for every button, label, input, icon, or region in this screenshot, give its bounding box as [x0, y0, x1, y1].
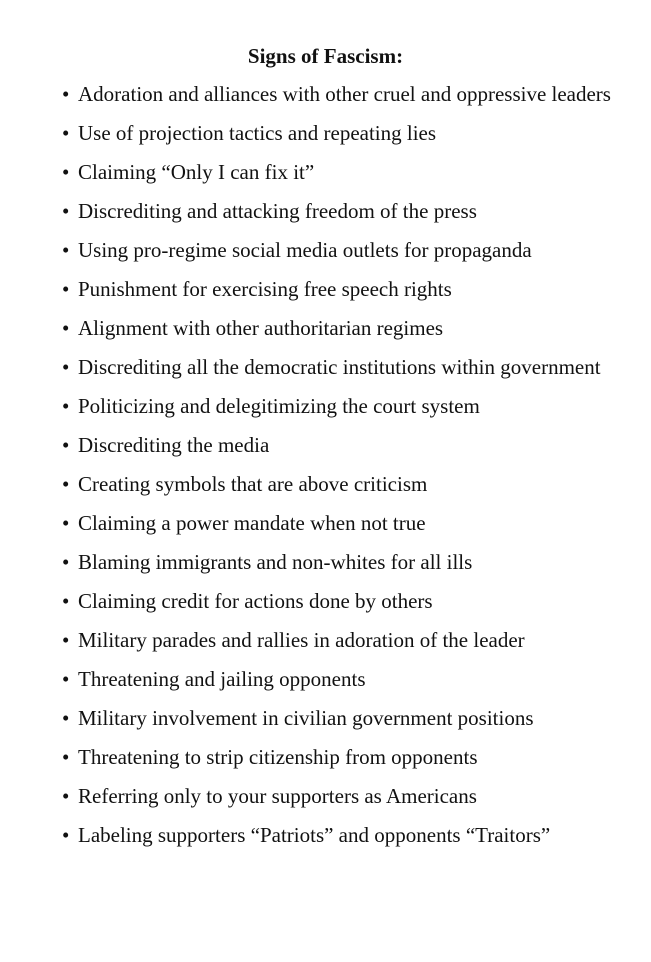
list-item-text: Claiming a power mandate when not true [78, 511, 426, 535]
list-item [62, 626, 642, 655]
list-item-text: Politicizing and delegitimizing the court system [78, 394, 480, 418]
list-item [62, 431, 642, 460]
list-item [62, 665, 642, 694]
list-item [62, 80, 642, 109]
list-item-text: Military parades and rallies in adoration of the leader [78, 628, 525, 652]
list-item [62, 158, 642, 187]
list-item [62, 821, 642, 850]
list-item-text: Adoration and alliances with other cruel and oppressive leaders [78, 82, 611, 106]
list-item-text: Threatening and jailing opponents [78, 667, 366, 691]
list-item-text: Threatening to strip citizenship from opponents [78, 745, 478, 769]
list-item [62, 704, 642, 733]
list-item-text: Discrediting and attacking freedom of the press [78, 199, 477, 223]
bullet-icon: • [62, 355, 70, 379]
bullet-icon: • [62, 511, 70, 535]
list-item [62, 197, 642, 226]
bullet-icon: • [62, 316, 70, 340]
list-item-text: Discrediting the media [78, 433, 270, 457]
bullet-icon: • [62, 706, 70, 730]
list-item-text: Using pro-regime social media outlets for propaganda [78, 238, 532, 262]
bullet-icon: • [62, 589, 70, 613]
bullet-icon: • [62, 472, 70, 496]
list-item [62, 743, 642, 772]
list-item-text: Discrediting all the democratic institutions within government [78, 355, 601, 379]
bullet-icon: • [62, 433, 70, 457]
list-item [62, 392, 642, 421]
bullet-icon: • [62, 199, 70, 223]
bullet-icon: • [62, 745, 70, 769]
bullet-icon: • [62, 823, 70, 847]
bullet-icon: • [62, 550, 70, 574]
bullet-icon: • [62, 784, 70, 808]
bullet-icon: • [62, 121, 70, 145]
list-item [62, 119, 642, 148]
list-item-text: Claiming credit for actions done by others [78, 589, 433, 613]
list-item [62, 470, 642, 499]
bullet-icon: • [62, 82, 70, 106]
list-item [62, 782, 642, 811]
list-item [62, 548, 642, 577]
list-item [62, 353, 642, 382]
page-title: Signs of Fascism: [247, 44, 404, 68]
list-item [62, 314, 642, 343]
list-item-text: Referring only to your supporters as Americans [78, 784, 477, 808]
bullet-icon: • [62, 160, 70, 184]
list-item-text: Labeling supporters “Patriots” and opponents “Traitors” [78, 823, 551, 847]
list-item-text: Punishment for exercising free speech rights [78, 277, 452, 301]
list-item [62, 587, 642, 616]
list-item [62, 236, 642, 265]
list-item [62, 509, 642, 538]
bullet-icon: • [62, 628, 70, 652]
list-item-text: Blaming immigrants and non-whites for all ills [78, 550, 473, 574]
bullet-icon: • [62, 394, 70, 418]
bullet-icon: • [62, 277, 70, 301]
list-item-text: Military involvement in civilian government positions [78, 706, 534, 730]
list-item-text: Use of projection tactics and repeating lies [78, 121, 437, 145]
list-item [62, 275, 642, 304]
list-item-text: Claiming “Only I can fix it” [78, 160, 315, 184]
bullet-icon: • [62, 667, 70, 691]
list-item-text: Creating symbols that are above criticism [78, 472, 428, 496]
signs-list [62, 80, 642, 860]
list-item-text: Alignment with other authoritarian regimes [78, 316, 444, 340]
bullet-icon: • [62, 238, 70, 262]
